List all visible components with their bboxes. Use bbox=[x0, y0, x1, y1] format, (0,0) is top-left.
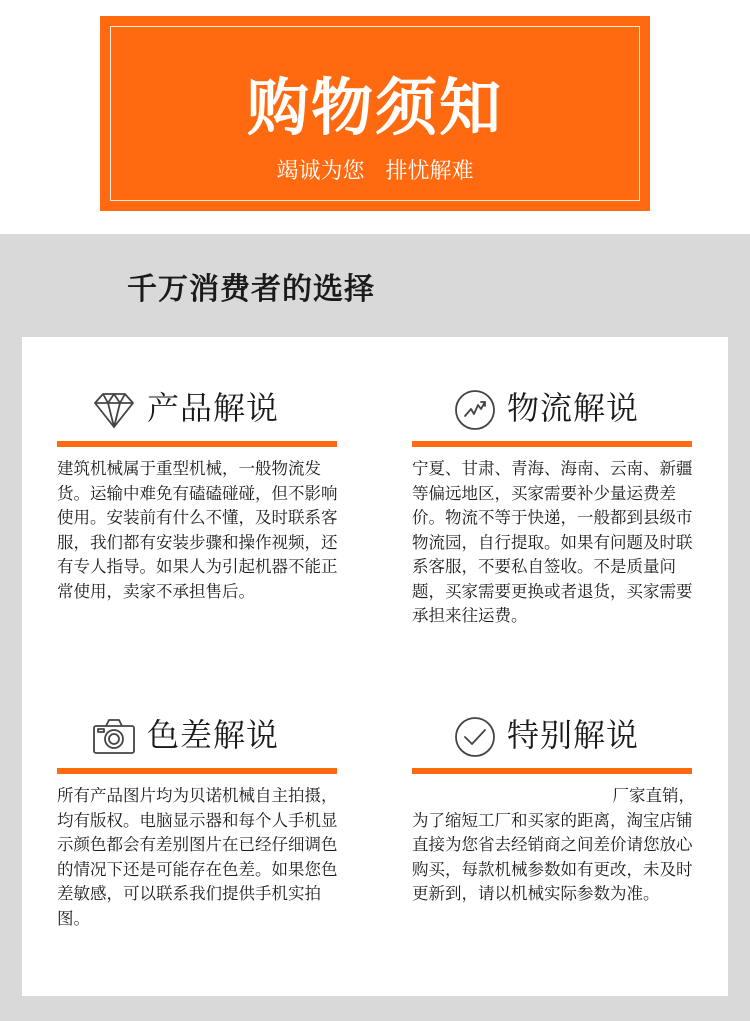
banner-title: 购物须知 bbox=[246, 71, 503, 144]
block-header bbox=[57, 381, 342, 441]
block-title: 物流解说 bbox=[507, 389, 640, 427]
block-body: 为了缩短工厂和买家的距离，淘宝店铺直接为您省去经销商之间差价请您放心购买，每款机械参数如有更改，未及时更新到，请以机械实际参数为准。 bbox=[412, 810, 693, 903]
block-body: 所有产品图片均为贝诺机械自主拍摄，均有版权。电脑显示器和每个人手机显示颜色都会有差别图片在已经仔细调色的情况下还是可能存在色差。如果您色差敏感，可以联系我们提供手机实拍图。 bbox=[57, 786, 338, 928]
logistics-icon bbox=[452, 387, 498, 433]
block-title: 色差解说 bbox=[147, 716, 280, 754]
diamond-icon bbox=[91, 387, 137, 433]
block-divider bbox=[412, 768, 692, 774]
color-info-block bbox=[57, 708, 342, 928]
special-info-block bbox=[412, 708, 697, 903]
block-title: 特别解说 bbox=[507, 716, 640, 754]
block-header bbox=[412, 381, 697, 441]
info-panel bbox=[22, 337, 728, 996]
block-body-container bbox=[412, 784, 697, 907]
camera-icon bbox=[91, 714, 137, 760]
block-header bbox=[57, 708, 342, 768]
section-heading: 千万消费者的选择 bbox=[127, 272, 375, 307]
logistics-info-block bbox=[412, 381, 697, 625]
product-info-block bbox=[57, 381, 342, 601]
header-banner bbox=[100, 16, 650, 211]
block-divider bbox=[412, 441, 692, 447]
block-body-first-line: 厂家直销， bbox=[612, 786, 695, 805]
block-divider bbox=[57, 441, 337, 447]
block-body: 建筑机械属于重型机械，一般物流发货。运输中难免有磕磕碰碰，但不影响使用。安装前有什么不懂，及时联系客服，我们都有安装步骤和操作视频，还有专人指导。如果人为引起机器不能正常使用，卖家不承担售后。 bbox=[57, 459, 338, 601]
block-header bbox=[412, 708, 697, 768]
banner-subtitle: 竭诚为您 排忧解难 bbox=[276, 159, 474, 184]
block-divider bbox=[57, 768, 337, 774]
block-title: 产品解说 bbox=[147, 389, 280, 427]
check-circle-icon bbox=[452, 714, 498, 760]
block-body: 宁夏、甘肃、青海、海南、云南、新疆等偏远地区，买家需要补少量运费差价。物流不等于快递，一般都到县级市物流园，自行提取。如果有问题及时联系客服，不要私自签收。不是质量问题，买家需要更换或者退货，买家需要承担来往运费。 bbox=[412, 459, 693, 625]
